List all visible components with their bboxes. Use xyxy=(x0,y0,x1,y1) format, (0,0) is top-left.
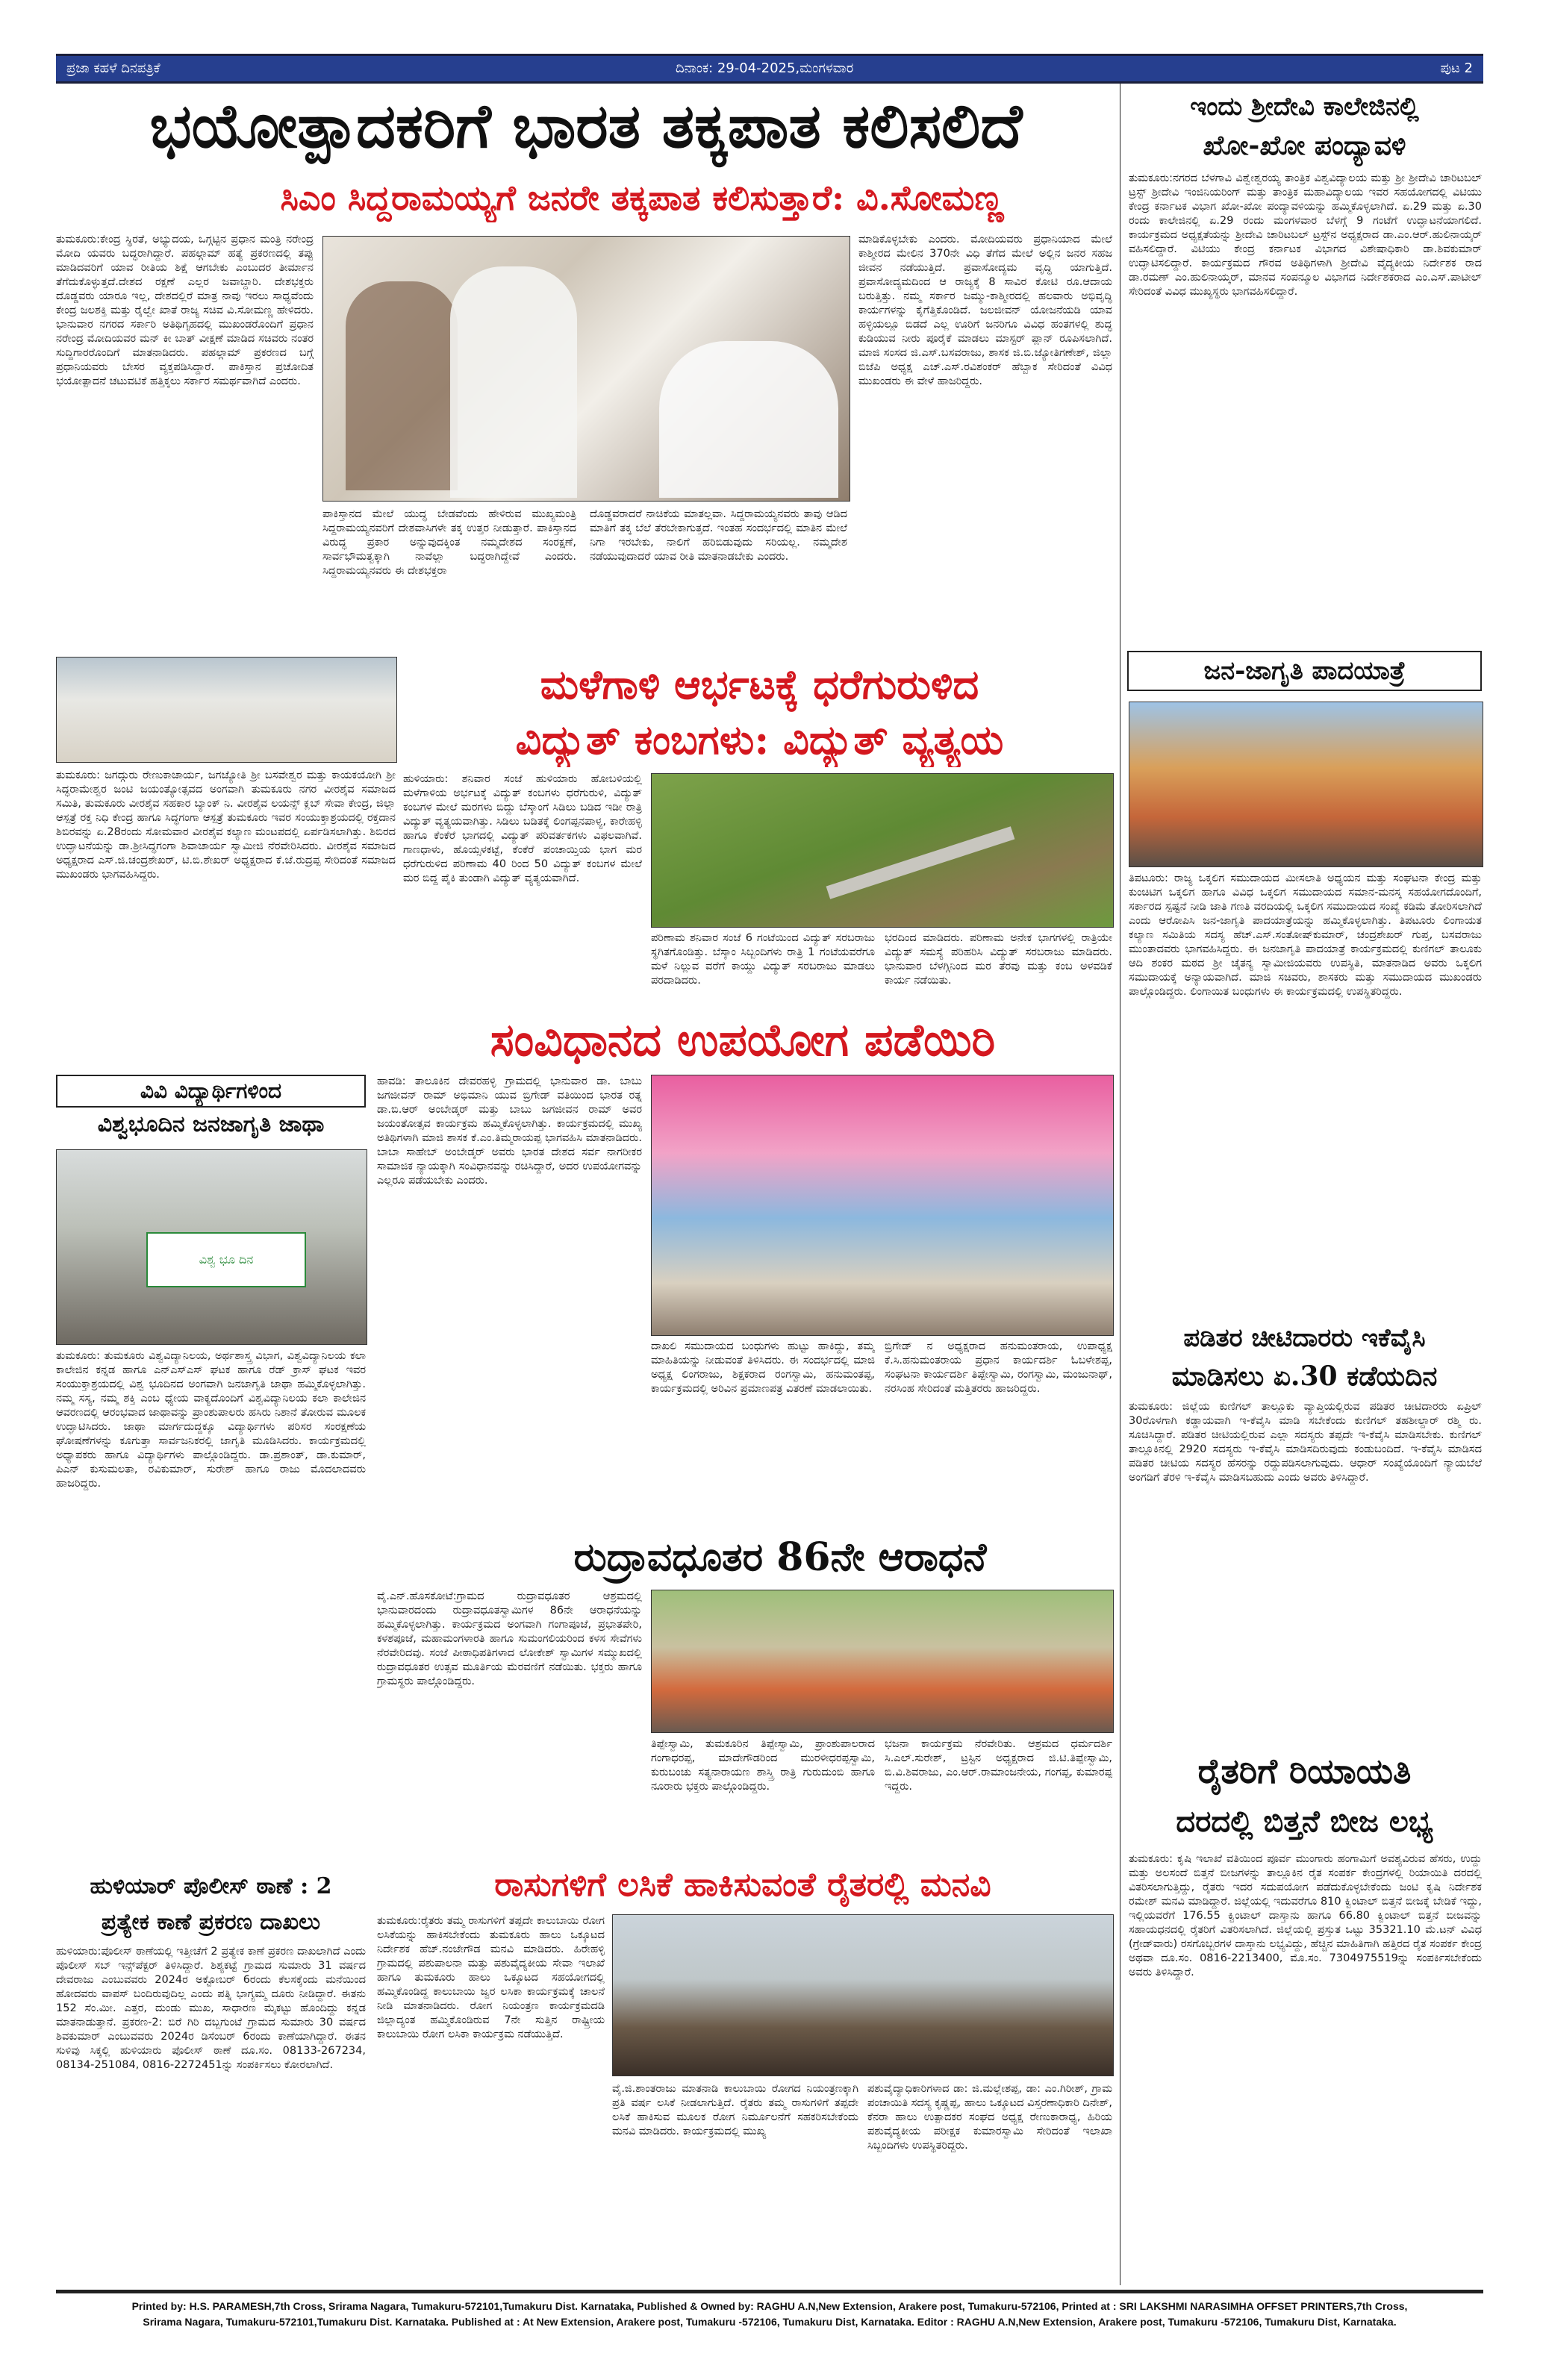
imprint-line-1: Printed by: H.S. PARAMESH,7th Cross, Srirama Nagara, Tumakuru-572101,Tumakuru Dist. Karnataka, Published & Owned by: RAGHU A.N,New Extension, Arakere post, Tumakuru-572106, Printed at : SRI LAKSHMI NARASIMHA OFFSET PRINTERS,7th Cross, xyxy=(131,2300,1408,2312)
power-headline-2: ವಿದ್ಯುತ್ ಕಂಬಗಳು: ವಿದ್ಯುತ್ ವ್ಯತ್ಯಯ xyxy=(515,716,1004,763)
missing-headline-1: ಹುಳಿಯಾರ್ ಪೊಲೀಸ್ ಠಾಣೆ : 2 xyxy=(90,1873,332,1899)
issue-date: ದಿನಾಂಕ: 29-04-2025,ಮಂಗಳವಾರ xyxy=(676,60,854,76)
missing-body: ಹುಳಿಯಾರು:ಪೊಲೀಸ್ ಠಾಣೆಯಲ್ಲಿ ಇತ್ತೀಚೆಗೆ 2 ಪ್ರತ್ಯೇಕ ಕಾಣೆ ಪ್ರಕರಣ ದಾಖಲಾಗಿದೆ ಎಂದು ಪೊಲೀಸ್ ಸಬ್ ಇನ್ಸ್‌ಪೆಕ್ಟರ್ ತಿಳಿಸಿದ್ದಾರೆ. ಶಿಶ್ಯಕಟ್ಟೆ ಗ್ರಾಮದ ಸುಮಾರು 31 ವರ್ಷದ ದೇವರಾಜು ಎಂಬುವವರು 2024ರ ಅಕ್ಟೋಬರ್ 6ರಂದು ಕೆಲಸಕ್ಕೆಂದು ಮನೆಯಿಂದ ಹೋದವರು ವಾಪಸ್ ಬಂದಿರುವುದಿಲ್ಲ ಎಂದು ಪತ್ನಿ ಭಾಗ್ಯಮ್ಮ ದೂರು ನೀಡಿದ್ದಾರೆ. ಈತನು 152 ಸೆಂ.ಮೀ. ಎತ್ತರ, ದುಂಡು ಮುಖ, ಸಾಧಾರಣ ಮೈಕಟ್ಟು ಹೊಂದಿದ್ದು ಕನ್ನಡ ಮಾತನಾಡುತ್ತಾನೆ. ಪ್ರಕರಣ-2: ಬಿರೆ ಗಿರಿ ದಬ್ಬಗುಂಟೆ ಗ್ರಾಮದ ಸುಮಾರು 30 ವರ್ಷದ ಶಿವಕುಮಾರ್ ಎಂಬುವವರು 2024ರ ಡಿಸೆಂಬರ್ 6ರಂದು ಕಾಣೆಯಾಗಿದ್ದಾರೆ. ಈತನ ಸುಳಿವು ಸಿಕ್ಕಲ್ಲಿ ಹುಳಿಯಾರು ಪೊಲೀಸ್ ಠಾಣೆ ದೂ.ಸಂ. 08133-267234, 08134-251084, 0816-2272451ನ್ನು ಸಂಪರ್ಕಿಸಲು ಕೋರಲಾಗಿದೆ. xyxy=(56,1946,366,2071)
samvidhana-headline: ಸಂವಿಧಾನದ ಉಪಯೋಗ ಪಡೆಯಿರಿ xyxy=(490,1014,996,1066)
lead-photo-minister-meeting xyxy=(322,236,850,502)
lead-body-col1: ತುಮಕೂರು:ಕೇಂದ್ರ ಸ್ಥಿರತೆ, ಅಭ್ಯುದಯ, ಒಗ್ಗಟ್ಟಿನ ಪ್ರಧಾನ ಮಂತ್ರಿ ನರೇಂದ್ರ ಮೋದಿ ಯವರು ಬದ್ಧರಾಗಿದ್ದಾರೆ. ಪಹಲ್ಗಾಮ್ ಹತ್ಯೆ ಪ್ರಕರಣದಲ್ಲಿ ತಪ್ಪು ಮಾಡಿದವರಿಗೆ ಯಾವ ರೀತಿಯ ಶಿಕ್ಷೆ ಆಗಬೇಕು ಎಂಬುದರ ತೀರ್ಮಾನ ತೆಗೆದುಕೊಳ್ಳುತ್ತದೆ.ದೇಶದ ರಕ್ಷಣೆ ಎಲ್ಲರ ಜವಾಬ್ದಾರಿ. ದೇಶಭಕ್ತರು ದೊಡ್ಡವರು ಯಾರೂ ಇಲ್ಲ, ದೇಶದಲ್ಲಿರೆ ಮಾತ್ರ ನಾವು ಇರಲು ಸಾಧ್ಯವೆಂದು ಕೇಂದ್ರ ಜಲಶಕ್ತಿ ಮತ್ತು ರೈಲ್ವೇ ಖಾತೆ ರಾಜ್ಯ ಸಚಿವ ವಿ.ಸೋಮಣ್ಣ ಹೇಳಿದರು. ಭಾನುವಾರ ನಗರದ ಸರ್ಕಾರಿ ಅತಿಥಿಗೃಹದಲ್ಲಿ ಮುಖಂಡರೊಂದಿಗೆ ಪ್ರಧಾನ ನರೇಂದ್ರ ಮೋದಿಯವರ ಮನ್ ಕೀ ಬಾತ್ ವೀಕ್ಷಣೆ ಮಾಡಿದ ಸಚಿವರು ನಂತರ ಸುದ್ದಿಗಾರರೊಂದಿಗೆ ಮಾತನಾಡಿದರು. ಪಹಲ್ಗಾಮ್ ಪ್ರಕರಣದ ಬಗ್ಗೆ ಪ್ರಧಾನಿಯವರು ಬೇಸರ ವ್ಯಕ್ತಪಡಿಸಿದ್ದಾರೆ. ಪಾಕಿಸ್ತಾನ ಪ್ರಚೋದಿತ ಭಯೋತ್ಪಾದನೆ ಚಟುವಟಿಕೆ ಹತ್ತಿಕ್ಕಲು ಸರ್ಕಾರ ಸಮರ್ಥವಾಗಿದೆ ಎಂದರು. xyxy=(56,234,314,387)
power-headline-1: ಮಳೆಗಾಳಿ ಆರ್ಭಟಕ್ಕೆ ಧರೆಗುರುಳಿದ xyxy=(540,660,979,708)
aradhane-caption-2: ಭಜನಾ ಕಾರ್ಯಕ್ರಮ ನೆರವೇರಿತು. ಆಶ್ರಮದ ಧರ್ಮದರ್ಶಿ ಸಿ.ಎಲ್.ಸುರೇಶ್, ಟ್ರಸ್ಟಿನ ಅಧ್ಯಕ್ಷರಾದ ಜಿ.ಟಿ.ತಿಪ್ಪೇಸ್ವಾಮಿ, ಬಿ.ವಿ.ಶಿವರಾಜು, ಎಂ.ಆರ್.ರಾಮಾಂಜನೇಯ, ಗಂಗಪ್ಪ, ಕುಮಾರಪ್ಪ ಇದ್ದರು. xyxy=(885,1738,1112,1793)
samvidhana-body: ಹಾವಡಿ: ತಾಲೂಕಿನ ದೇವರಹಳ್ಳಿ ಗ್ರಾಮದಲ್ಲಿ ಭಾನುವಾರ ಡಾ. ಬಾಬು ಜಗಜೀವನ್ ರಾಮ್ ಅಭಿಮಾನಿ ಯುವ ಬ್ರಿಗೇಡ್ ವತಿಯಿಂದ ಭಾರತ ರತ್ನ ಡಾ.ಬಿ.ಆರ್ ಅಂಬೇಡ್ಕರ್ ಮತ್ತು ಬಾಬು ಜಗಜೀವನ ರಾಮ್ ಅವರ ಜಯಂತೋತ್ಸವ ಕಾರ್ಯಕ್ರಮ ಹಮ್ಮಿಕೊಳ್ಳಲಾಗಿತ್ತು. ಕಾರ್ಯಕ್ರಮದಲ್ಲಿ ಮುಖ್ಯ ಅತಿಥಿಗಳಾಗಿ ಮಾಜಿ ಶಾಸಕ ಕೆ.ಎಂ.ತಿಮ್ಮರಾಯಪ್ಪ ಭಾಗವಹಿಸಿ ಮಾತನಾಡಿದರು. ಬಾಬಾ ಸಾಹೇಬ್ ಅಂಬೇಡ್ಕರ್ ಅವರು ಭಾರತ ದೇಶದ ಸರ್ವ ನಾಗರೀಕರ ಸಾಮಾಜಿಕ ನ್ಯಾಯಕ್ಕಾಗಿ ಸಂವಿಧಾನವನ್ನು ರಚಿಸಿದ್ದಾರೆ, ಅದರ ಉಪಯೋಗವನ್ನು ಎಲ್ಲರೂ ಪಡೆಯಬೇಕು ಎಂದರು. xyxy=(377,1075,642,1187)
jatha-body: ತುಮಕೂರು: ತುಮಕೂರು ವಿಶ್ವವಿದ್ಯಾನಿಲಯ, ಅರ್ಥಶಾಸ್ತ್ರ ವಿಭಾಗ, ವಿಶ್ವವಿದ್ಯಾನಿಲಯ ಕಲಾ ಕಾಲೇಜಿನ ಕನ್ನಡ ಹಾಗೂ ಎನ್ಎಸ್ಎಸ್ ಘಟಕ ಹಾಗೂ ರೆಡ್ ಕ್ರಾಸ್ ಘಟಕ ಇವರ ಸಂಯುಕ್ತಾಶ್ರಯದಲ್ಲಿ ವಿಶ್ವ ಭೂದಿನದ ಅಂಗವಾಗಿ ಜನಜಾಗೃತಿ ಜಾಥಾ ಹಮ್ಮಿಕೊಳ್ಳಲಾಗಿತ್ತು. ನಮ್ಮ ಸಸ್ಯ, ನಮ್ಮ ಶಕ್ತಿ ಎಂಬ ಧ್ಯೇಯ ವಾಕ್ಯದೊಂದಿಗೆ ವಿಶ್ವವಿದ್ಯಾನಿಲಯ ಕಲಾ ಕಾಲೇಜಿನ ಆವರಣದಲ್ಲಿ ಆರಂಭವಾದ ಜಾಥಾವನ್ನು ಪ್ರಾಂಶುಪಾಲರು ಹಸಿರು ನಿಶಾನೆ ತೋರುವ ಮೂಲಕ ಉದ್ಘಾಟಿಸಿದರು. ಜಾಥಾ ಮಾರ್ಗದುದ್ದಕ್ಕೂ ವಿದ್ಯಾರ್ಥಿಗಳು ಪರಿಸರ ಸಂರಕ್ಷಣೆಯ ಘೋಷಣೆಗಳನ್ನು ಕೂಗುತ್ತಾ ಸಾರ್ವಜನಿಕರಲ್ಲಿ ಜಾಗೃತಿ ಮೂಡಿಸಿದರು. ಕಾರ್ಯಕ್ರಮದಲ್ಲಿ ಅಧ್ಯಾಪಕರು ಹಾಗೂ ವಿದ್ಯಾರ್ಥಿಗಳು ಪಾಲ್ಗೊಂಡಿದ್ದರು. ಡಾ.ಪ್ರಶಾಂತ್, ಡಾ.ಕುಮಾರ್, ಪಿಎನ್ ಕುಸುಮಲತಾ, ರವಿಕುಮಾರ್, ಸುರೇಶ್ ಹಾಗೂ ರಾಜು ಮೊದಲಾದವರು ಹಾಜರಿದ್ದರು. xyxy=(56,1350,366,1490)
jatha-headline-2: ವಿಶ್ವಭೂದಿನ ಜನಜಾಗೃತಿ ಜಾಥಾ xyxy=(97,1111,325,1137)
lead-subheadline: ಸಿಎಂ ಸಿದ್ದರಾಮಯ್ಯಗೆ ಜನರೇ ತಕ್ಕಪಾತ ಕಲಿಸುತ್ತಾರೆ: ವಿ.ಸೋಮಣ್ಣ xyxy=(280,178,1004,218)
lead-caption-right: ದೊಡ್ಡವರಾದರೆ ನಾಚಿಕೆಯ ಮಾತಲ್ಲವಾ. ಸಿದ್ದರಾಮಯ್ಯನವರು ತಾವು ಆಡಿದ ಮಾತಿಗೆ ತಕ್ಕ ಬೆಲೆ ತೆರಬೇಕಾಗುತ್ತದೆ. ಇಂತಹ ಸಂದರ್ಭದಲ್ಲಿ ಮಾತಿನ ಮೇಲೆ ನಿಗಾ ಇರಬೇಕು, ನಾಲಿಗೆ ಹರಿಬಿಡುವುದು ಸರಿಯಲ್ಲ. ನಮ್ಮದೇಶ ನಡೆಯುವುದಾದರೆ ಯಾವ ರೀತಿ ಮಾತನಾಡಬೇಕು ಎಂದರು. xyxy=(590,508,847,563)
jatha-headline-1: ವಿವಿ ವಿದ್ಯಾರ್ಥಿಗಳಿಂದ xyxy=(56,1075,366,1108)
samvidhana-caption-1: ದಾಖಲಿ ಸಮುದಾಯದ ಬಂಧುಗಳು ಹುಟ್ಟು ಹಾಕಿದ್ದು, ತಮ್ಮ ಮಾಹಿತಿಯನ್ನು ನೀಡುವಂತೆ ತಿಳಿಸಿದರು. ಈ ಸಂದರ್ಭದಲ್ಲಿ ಮಾಜಿ ಅಧ್ಯಕ್ಷ ಲಿಂಗರಾಜು, ಶಿಕ್ಷಕರಾದ ರಂಗಸ್ವಾಮಿ, ಹನುಮಂತಪ್ಪ, ಕಾರ್ಯಕ್ರಮದಲ್ಲಿ ಅರಿವಿನ ಪ್ರಮಾಣಪತ್ರ ವಿತರಣೆ ಮಾಡಲಾಯಿತು. xyxy=(651,1340,875,1395)
padayatra-photo xyxy=(1129,702,1483,867)
vaccine-headline: ರಾಸುಗಳಿಗೆ ಲಸಿಕೆ ಹಾಕಿಸುವಂತೆ ರೈತರಲ್ಲಿ ಮನವಿ xyxy=(494,1866,991,1904)
power-body: ಹುಳಿಯಾರು: ಶನಿವಾರ ಸಂಜೆ ಹುಳಿಯಾರು ಹೋಬಳಿಯಲ್ಲಿ ಮಳೆಗಾಳಿಯ ಅರ್ಭಟಕ್ಕೆ ವಿದ್ಯುತ್ ಕಂಬಗಳು ಧರೆಗುರುಳಿ, ವಿದ್ಯುತ್ ಕಂಬಗಳ ಮೇಲೆ ಮರಗಳು ಬಿದ್ದು ಬೆಸ್ಕಾಂಗೆ ಸಿಡಿಲು ಬಡಿದ ಇಡೀ ರಾತ್ರಿ ವಿದ್ಯುತ್ ವ್ಯತ್ಯಯವಾಗಿತ್ತು. ಸಿಡಿಲು ಬಡಿತಕ್ಕೆ ಲಿಂಗಪ್ಪನಪಾಳ್ಯ, ಕಾರೇಹಳ್ಳಿ ಹಾಗೂ ಕೆಂಕೆರೆ ಭಾಗದಲ್ಲಿ ವಿದ್ಯುತ್ ಪರಿವರ್ತಕಗಳು ವಿಫಲವಾಗಿವೆ. ಗಾಣಧಾಳು, ಹೊಯ್ಸಳಕಟ್ಟೆ, ಕೆಂಕೆರೆ ಪಂಚಾಯ್ತಿಯ ಭಾಗ ಮರ ಧರೆಗುರುಳಿದ ಪರಿಣಾಮ 40 ರಿಂದ 50 ವಿದ್ಯುತ್ ಕಂಬಗಳ ಮೇಲೆ ಮರ ಬಿದ್ದ ಪೈಕಿ ತುಂಡಾಗಿ ವಿದ್ಯುತ್ ವ್ಯತ್ಯಯವಾಗಿದೆ. xyxy=(403,773,642,884)
vaccine-caption-1: ವೈ.ಜಿ.ಶಾಂತರಾಜು ಮಾತನಾಡಿ ಕಾಲುಬಾಯಿ ರೋಗದ ನಿಯಂತ್ರಣಕ್ಕಾಗಿ ಪ್ರತಿ ವರ್ಷ ಲಸಿಕೆ ನೀಡಲಾಗುತ್ತಿದೆ. ರೈತರು ತಮ್ಮ ರಾಸುಗಳಿಗೆ ತಪ್ಪದೇ ಲಸಿಕೆ ಹಾಕಿಸುವ ಮೂಲಕ ರೋಗ ನಿರ್ಮೂಲನೆಗೆ ಸಹಕರಿಸಬೇಕೆಂದು ಮನವಿ ಮಾಡಿದರು. ಕಾರ್ಯಕ್ರಮದಲ್ಲಿ ಮುಖ್ಯ xyxy=(612,2083,858,2137)
seeds-body: ತುಮಕೂರು: ಕೃಷಿ ಇಲಾಖೆ ವತಿಯಿಂದ ಪೂರ್ವ ಮುಂಗಾರು ಹಂಗಾಮಿಗೆ ಅವಶ್ಯವಿರುವ ಹೆಸರು, ಉದ್ದು ಮತ್ತು ಅಲಸಂದೆ ಬಿತ್ತನೆ ಬೀಜಗಳನ್ನು ತಾಲ್ಲೂಕಿನ ರೈತ ಸಂಪರ್ಕ ಕೇಂದ್ರಗಳಲ್ಲಿ ರಿಯಾಯಿತಿ ದರದಲ್ಲಿ ವಿತರಿಸಲಾಗುತ್ತಿದ್ದು, ರೈತರು ಇದರ ಸದುಪಯೋಗ ಪಡೆದುಕೊಳ್ಳಬೇಕೆಂದು ಜಂಟಿ ಕೃಷಿ ನಿರ್ದೇಶಕ ರಮೇಶ್ ಮನವಿ ಮಾಡಿದ್ದಾರೆ. ಜಿಲ್ಲೆಯಲ್ಲಿ ಇದುವರೆಗೂ 810 ಕ್ವಿಂಟಾಲ್ ಬಿತ್ತನೆ ಬೀಜಕ್ಕೆ ಬೇಡಿಕೆ ಇದ್ದು, ಇಲ್ಲಿಯವರೆಗೆ 176.55 ಕ್ವಿಂಟಾಲ್ ದಾಸ್ತಾನು ಹಾಗೂ 66.80 ಕ್ವಿಂಟಾಲ್ ಬಿತ್ತನೆ ಬೀಜವನ್ನು ಸಹಾಯಧನದಲ್ಲಿ ರೈತರಿಗೆ ವಿತರಿಸಲಾಗಿದೆ. ಜಿಲ್ಲೆಯಲ್ಲಿ ಪ್ರಸ್ತುತ ಒಟ್ಟು 35321.10 ಮೆ.ಟನ್ ವಿವಿಧ (ಗ್ರೇಡ್‌ವಾರು) ರಸಗೊಬ್ಬರಗಳ ದಾಸ್ತಾನು ಲಭ್ಯವಿದ್ದು, ಹೆಚ್ಚಿನ ಮಾಹಿತಿಗಾಗಿ ಹತ್ತಿರದ ರೈತ ಸಂಪರ್ಕ ಕೇಂದ್ರ ಅಥವಾ ದೂ.ಸಂ. 0816-2213400, ಮೊ.ಸಂ. 7304975519ನ್ನು ಸಂಪರ್ಕಿಸಬೇಕೆಂದು ಅವರು ತಿಳಿಸಿದ್ದಾರೆ. xyxy=(1129,1853,1482,1978)
seeds-headline-2: ದರದಲ್ಲಿ ಬಿತ್ತನೆ ಬೀಜ ಲಭ್ಯ xyxy=(1176,1804,1433,1839)
imprint-line-2: Srirama Nagara, Tumakuru-572101,Tumakuru Dist. Karnataka. Published at : At New Extension, Arakere post, Tumakuru -572106, Tumakuru Dist, Karnataka. Editor : RAGHU A.N,New Extension, Arakere post, Tumakuru -572106, Tumakuru Dist, Karnataka. xyxy=(143,2316,1397,2328)
cattle-vaccination-photo xyxy=(612,1914,1114,2076)
fallen-electric-pole-photo xyxy=(651,773,1114,928)
vaccine-caption-2: ಪಶುವೈದ್ಯಾಧಿಕಾರಿಗಳಾದ ಡಾ: ಜಿ.ಮಲ್ಲೇಶಪ್ಪ, ಡಾ: ಎಂ.ಗಿರೀಶ್, ಗ್ರಾಮ ಪಂಚಾಯಿತಿ ಸದಸ್ಯ ಕೃಷ್ಣಪ್ಪ, ಹಾಲು ಒಕ್ಕೂಟದ ವಿಸ್ತರಣಾಧಿಕಾರಿ ದಿನೇಶ್, ಕೆನರಾ ಹಾಲು ಉತ್ಪಾದಕರ ಸಂಘದ ಅಧ್ಯಕ್ಷ ರೇಣುಕಾರಾಧ್ಯ, ಹಿರಿಯ ಪಶುವೈದ್ಯಕೀಯ ಪರೀಕ್ಷಕ ಕುಮಾರಸ್ವಾಮಿ ಸೇರಿದಂತೆ ಇಲಾಖಾ ಸಿಬ್ಬಂದಿಗಳು ಉಪಸ್ಥಿತರಿದ್ದರು. xyxy=(867,2083,1112,2152)
aradhane-procession-photo xyxy=(651,1590,1114,1733)
lead-body-col3: ಮಾಡಿಕೊಳ್ಳಬೇಕು ಎಂದರು. ಮೋದಿಯವರು ಪ್ರಧಾನಿಯಾದ ಮೇಲೆ ಕಾಶ್ಮೀರದ ಮೇಲಿನ 370ನೇ ವಿಧಿ ತೆಗೆದ ಮೇಲೆ ಅಲ್ಲಿನ ಜನರ ಸಹಜ ಜೀವನ ನಡೆಯುತ್ತಿದೆ. ಪ್ರವಾಸೋದ್ಯಮ ವೃದ್ಧಿ ಯಾಗುತ್ತಿದೆ. ಪ್ರವಾಸೋದ್ಯಮದಿಂದ ಆ ರಾಜ್ಯಕ್ಕೆ 8 ಸಾವಿರ ಕೋಟಿ ರೂ.ಆದಾಯ ಬರುತ್ತಿತ್ತು. ನಮ್ಮ ಸರ್ಕಾರ ಜಮ್ಮು-ಕಾಶ್ಮೀರದಲ್ಲಿ ಹಲವಾರು ಅಭಿವೃದ್ಧಿ ಕಾರ್ಯಗಳನ್ನು ಕೈಗೆತ್ತಿಕೊಂಡಿದೆ. ಜಲಜೀವನ್ ಯೋಜನೆಯಡಿ ಯಾವ ಹಳ್ಳಿಯಲ್ಲೂ ಬಿಡದೆ ಎಲ್ಲ ಊರಿಗೆ ಜನರಿಗೂ ವಿವಿಧ ಹಂತಗಳಲ್ಲಿ ಶುದ್ಧ ಕುಡಿಯುವ ನೀರು ಪೂರೈಕೆ ಮಾಡಲು ಮಾಸ್ಟರ್ ಪ್ಲಾನ್ ರೂಪಿಸಲಾಗಿದೆ. ಮಾಜಿ ಸಂಸದ ಜಿ.ಎಸ್.ಬಸವರಾಜು, ಶಾಸಕ ಜಿ.ಬಿ.ಜ್ಯೋತಿಗಣೇಶ್, ಜಿಲ್ಲಾ ಬಿಜೆಪಿ ಅಧ್ಯಕ್ಷ ಎಚ್.ಎಸ್.ರವಿಶಂಕರ್ ಹೆಬ್ಬಾಕ ಸೇರಿದಂತೆ ವಿವಿಧ ಮುಖಂಡರು ಈ ವೇಳೆ ಹಾಜರಿದ್ದರು. xyxy=(858,234,1112,387)
padayatra-body: ತಿಪಟೂರು: ರಾಜ್ಯ ಒಕ್ಕಲಿಗ ಸಮುದಾಯದ ಮೀಸಲಾತಿ ಅಧ್ಯಯನ ಮತ್ತು ಸಂಘಟನಾ ಕೇಂದ್ರ ಮತ್ತು ಕುಂಚಿಟಿಗ ಒಕ್ಕಲಿಗ ಹಾಗೂ ವಿವಿಧ ಒಕ್ಕಲಿಗ ಸಮುದಾಯದ ಸಮಾನ-ಮನಸ್ಕ ಸಹಯೋಗದೊಂದಿಗೆ, ಸರ್ಕಾರದ ಸ್ಪಷ್ಟನೆ ನೀಡಿ ಜಾತಿ ಗಣತಿ ವರದಿಯಲ್ಲಿ ಒಕ್ಕಲಿಗ ಸಮುದಾಯದ ಸಂಖ್ಯೆ ಕಡಿಮೆ ತೋರಿಸಲಾಗಿದೆ ಎಂದು ಆರೋಪಿಸಿ ಜನ-ಜಾಗೃತಿ ಪಾದಯಾತ್ರೆಯನ್ನು ಹಮ್ಮಿಕೊಳ್ಳಲಾಗಿತ್ತು. ತಿಪಟೂರು ಲಿಂಗಾಯತ ಕಲ್ಯಾಣ ಸಮಿತಿಯ ಸದಸ್ಯ ಹೆಚ್.ಎಸ್.ಸಂತೋಷ್‌ಕುಮಾರ್, ಚಂದ್ರಶೇಖರ್ ಗುಪ್ತ, ಬಸವರಾಜು ಮುಂತಾದವರು ಭಾಗವಹಿಸಿದ್ದರು. ಈ ಜನಜಾಗೃತಿ ಪಾದಯಾತ್ರೆ ಕಾರ್ಯಕ್ರಮದಲ್ಲಿ ಕುಣಿಗಲ್ ತಾಲೂಕು ಆದಿ ಶಂಕರ ಮಠದ ಶ್ರೀ ಚೈತನ್ಯ ಸ್ವಾಮೀಜಿಯವರು ಉಪಸ್ಥಿತಿ, ಮಾತನಾಡಿದ ಅವರು ಒಕ್ಕಲಿಗ ಸಮುದಾಯಕ್ಕೆ ಅನ್ಯಾಯವಾಗಿದೆ. ಮಾಜಿ ಸಚಿವರು, ಶಾಸಕರು ಮತ್ತು ಸಮುದಾಯದ ಮುಖಂಡರು ಪಾಲ್ಗೊಂಡಿದ್ದರು. ಲಿಂಗಾಯಿತ ಬಂಧುಗಳು ಈ ಕಾರ್ಯಕ್ರಮದಲ್ಲಿ ಉಪಸ್ಥಿತರಿದ್ದರು. xyxy=(1129,872,1482,998)
rationcard-headline-1: ಪಡಿತರ ಚೀಟಿದಾರರು ಇಕೆವೈಸಿ xyxy=(1183,1323,1426,1353)
jatha-rally-photo xyxy=(56,1149,367,1345)
rationcard-headline-2: ಮಾಡಿಸಲು ಏ.30 ಕಡೆಯದಿನ xyxy=(1171,1361,1438,1392)
aradhane-headline: ರುದ್ರಾವಧೂತರ 86ನೇ ಆರಾಧನೆ xyxy=(573,1534,987,1580)
jatha-banner: ವಿಶ್ವ ಭೂ ದಿನ xyxy=(146,1232,306,1287)
blood-donation-body: ತುಮಕೂರು: ಜಗದ್ಗುರು ರೇಣುಕಾಚಾರ್ಯ, ಜಗಜ್ಯೋತಿ ಶ್ರೀ ಬಸವೇಶ್ವರ ಮತ್ತು ಕಾಯಕಯೋಗಿ ಶ್ರೀ ಸಿದ್ಧರಾಮೇಶ್ವರ ಜಂಟಿ ಜಯಂತ್ಯೋತ್ಸವದ ಅಂಗವಾಗಿ ತುಮಕೂರು ನಗರ ವೀರಶೈವ ಸಮಾಜದ ಸಮಿತಿ, ತುಮಕೂರು ವೀರಶೈವ ಸಹಕಾರ ಬ್ಯಾಂಕ್ ನಿ. ವೀರಶೈವ ಲಯನ್ಸ್ ಕ್ಲಬ್ ಸೇವಾ ಕೇಂದ್ರ, ಜಿಲ್ಲಾ ಆಸ್ಪತ್ರೆ ರಕ್ತ ನಿಧಿ ಕೇಂದ್ರ ಹಾಗೂ ಸಿದ್ಧಗಂಗಾ ಆಸ್ಪತ್ರೆ ತುಮಕೂರು ಇವರ ಸಂಯುಕ್ತಾಶ್ರಯದಲ್ಲಿ ರಕ್ತದಾನ ಶಿಬಿರವನ್ನು ಏ.28ರಂದು ಸೋಮವಾರ ವೀರಶೈವ ಕಲ್ಯಾಣ ಮಂಟಪದಲ್ಲಿ ಏರ್ಪಡಿಸಲಾಗಿತ್ತು. ಶಿಬಿರದ ಉದ್ಘಾಟನೆಯನ್ನು ಡಾ.ಶ್ರೀಸಿದ್ಧಗಂಗಾ ಶಿವಾಚಾರ್ಯ ಸ್ವಾಮೀಜಿ ನೆರವೇರಿಸಿದರು. ವೀರಶೈವ ಸಮಾಜದ ಅಧ್ಯಕ್ಷರಾದ ಎಸ್.ಜಿ.ಚಂದ್ರಶೇಖರ್, ಟಿ.ಬಿ.ಶೇಖರ್ ಅಧ್ಯಕ್ಷರಾದ ಕೆ.ಜೆ.ರುದ್ರಪ್ಪ ಸೇರಿದಂತೆ ಸಮಾಜದ ಮುಖಂಡರು ಭಾಗವಹಿಸಿದ್ದರು. xyxy=(56,769,396,881)
khokho-headline-1: ಇಂದು ಶ್ರೀದೇವಿ ಕಾಲೇಜಿನಲ್ಲಿ xyxy=(1190,92,1419,122)
lead-caption-left: ಪಾಕಿಸ್ತಾನದ ಮೇಲೆ ಯುದ್ಧ ಬೇಡವೆಂದು ಹೇಳಿರುವ ಮುಖ್ಯಮಂತ್ರಿ ಸಿದ್ದರಾಮಯ್ಯನವರಿಗೆ ದೇಶವಾಸಿಗಳೇ ತಕ್ಕ ಉತ್ತರ ನೀಡುತ್ತಾರೆ. ಪಾಕಿಸ್ತಾನದ ವಿರುದ್ಧ ಪ್ರಕಾರ ಅನ್ನುವುದಕ್ಕಿಂತ ನಮ್ಮದೇಶದ ಸಂರಕ್ಷಣೆ, ಸಾರ್ವಭೌಮತ್ವಕ್ಕಾಗಿ ನಾವೆಲ್ಲಾ ಬದ್ಧರಾಗಿದ್ದೇವೆ ಎಂದರು. ಸಿದ್ದರಾಮಯ್ಯನವರು ಈ ದೇಶಭಕ್ತರಾ xyxy=(322,508,576,577)
page-number: ಪುಟ 2 xyxy=(1440,60,1473,76)
blood-donation-group-photo xyxy=(56,657,397,763)
paper-name: ಪ್ರಜಾ ಕಹಳೆ ದಿನಪತ್ರಿಕೆ xyxy=(66,60,160,76)
vaccine-body: ತುಮಕೂರು:ರೈತರು ತಮ್ಮ ರಾಸುಗಳಿಗೆ ತಪ್ಪದೇ ಕಾಲುಬಾಯಿ ರೋಗ ಲಸಿಕೆಯನ್ನು ಹಾಕಿಸಬೇಕೆಂದು ತುಮಕೂರು ಹಾಲು ಒಕ್ಕೂಟದ ನಿರ್ದೇಶಕ ಹೆಚ್.ನಂಜೇಗೌಡ ಮನವಿ ಮಾಡಿದರು. ಹಿರೇಹಳ್ಳಿ ಗ್ರಾಮದಲ್ಲಿ ಪಶುಪಾಲನಾ ಮತ್ತು ಪಶುವೈದ್ಯಕೀಯ ಸೇವಾ ಇಲಾಖೆ ಹಾಗೂ ತುಮಕೂರು ಹಾಲು ಒಕ್ಕೂಟದ ಸಹಯೋಗದಲ್ಲಿ ಹಮ್ಮಿಕೊಂಡಿದ್ದ ಕಾಲುಬಾಯಿ ಜ್ವರ ಲಸಿಕಾ ಕಾರ್ಯಕ್ರಮಕ್ಕೆ ಚಾಲನೆ ನೀಡಿ ಮಾತನಾಡಿದರು. ರೋಗ ನಿಯಂತ್ರಣ ಕಾರ್ಯಕ್ರಮದಡಿ ಜಿಲ್ಲಾದ್ಯಂತ ಹಮ್ಮಿಕೊಂಡಿರುವ 7ನೇ ಸುತ್ತಿನ ರಾಷ್ಟ್ರೀಯ ಕಾಲುಬಾಯಿ ರೋಗ ಲಸಿಕಾ ಕಾರ್ಯಕ್ರಮ ನಡೆಯುತ್ತಿದೆ. xyxy=(377,1915,605,2040)
samvidhana-event-photo xyxy=(651,1075,1114,1336)
imprint xyxy=(56,2299,1483,2330)
padayatra-headline: ಜನ-ಜಾಗೃತಿ ಪಾದಯಾತ್ರೆ xyxy=(1127,651,1482,691)
samvidhana-caption-2: ಬ್ರಿಗೇಡ್ ನ ಅಧ್ಯಕ್ಷರಾದ ಹನುಮಂತರಾಯ, ಉಪಾಧ್ಯಕ್ಷ ಕೆ.ಸಿ.ಹನುಮಂತರಾಯ ಪ್ರಧಾನ ಕಾರ್ಯದರ್ಶಿ ಓಬಳೇಶಪ್ಪ, ಸಂಘಟನಾ ಕಾರ್ಯದರ್ಶಿ ತಿಪ್ಪೇಸ್ವಾಮಿ, ರಂಗಸ್ವಾಮಿ, ಮಂಜುನಾಥ್, ನರಸಿಂಹ ಸೇರಿದಂತೆ ಮತ್ತಿತರರು ಹಾಜರಿದ್ದರು. xyxy=(885,1340,1112,1395)
rationcard-body: ತುಮಕೂರು: ಜಿಲ್ಲೆಯ ಕುಣಿಗಲ್ ತಾಲ್ಲೂಕು ವ್ಯಾಪ್ತಿಯಲ್ಲಿರುವ ಪಡಿತರ ಚೀಟಿದಾರರು ಏಪ್ರಿಲ್ 30ರೊಳಗಾಗಿ ಕಡ್ಡಾಯವಾಗಿ ಇ-ಕೆವೈಸಿ ಮಾಡಿ ಸಬೇಕೆಂದು ಕುಣಿಗಲ್ ತಹಶೀಲ್ದಾರ್ ರಶ್ಮಿ ರು. ಸೂಚಿಸಿದ್ದಾರೆ. ಪಡಿತರ ಚೀಟಿಯಲ್ಲಿರುವ ಎಲ್ಲಾ ಸದಸ್ಯರು ತಪ್ಪದೇ ಇ-ಕೆವೈಸಿ ಮಾಡಿಸಬೇಕು. ಕುಣಿಗಲ್ ತಾಲ್ಲೂಕಿನಲ್ಲಿ 2920 ಸದಸ್ಯರು ಇ-ಕೆವೈಸಿ ಮಾಡಿಸದಿರುವುದು ಕಂಡುಬಂದಿದೆ. ಇ-ಕೆವೈಸಿ ಮಾಡಿಸದ ಪಡಿತರ ಚೀಟಿಯ ಸದಸ್ಯರ ಹೆಸರನ್ನು ರದ್ದುಪಡಿಸಲಾಗುವುದು. ಆಧಾರ್ ಸಂಖ್ಯೆಯೊಂದಿಗೆ ನ್ಯಾಯಬೆಲೆ ಅಂಗಡಿಗೆ ತೆರಳಿ ಇ-ಕೆವೈಸಿ ಮಾಡಿಸಬಹುದು ಎಂದು ಅವರು ತಿಳಿಸಿದ್ದಾರೆ. xyxy=(1129,1401,1482,1484)
seeds-headline-1: ರೈತರಿಗೆ ರಿಯಾಯತಿ xyxy=(1197,1751,1412,1791)
khokho-headline-2: ಖೋ-ಖೋ ಪಂದ್ಯಾವಳಿ xyxy=(1203,130,1406,161)
missing-headline-2: ಪ್ರತ್ಯೇಕ ಕಾಣೆ ಪ್ರಕರಣ ದಾಖಲು xyxy=(101,1909,321,1935)
aradhane-caption-1: ತಿಪ್ಪೇಸ್ವಾಮಿ, ತುಮಕೂರಿನ ತಿಪ್ಪೇಸ್ವಾಮಿ, ಪ್ರಾಂಶುಪಾಲರಾದ ಗಂಗಾಧರಪ್ಪ, ಮಾದೇಗೌಡರಿಂದ ಮುರಳೀಧರಪ್ಪಸ್ವಾಮಿ, ಕುರುಬಂಚು ಸತ್ಯನಾರಾಯಣ ಶಾಸ್ತ್ರಿ ರಾತ್ರಿ ಗುರುದುಂಬಿ ಹಾಗೂ ನೂರಾರು ಭಕ್ತರು ಪಾಲ್ಗೊಂಡಿದ್ದರು. xyxy=(651,1738,875,1793)
masthead-bar xyxy=(56,54,1483,84)
power-caption-2: ಭರದಿಂದ ಮಾಡಿದರು. ಪರಿಣಾಮ ಅನೇಕ ಭಾಗಗಳಲ್ಲಿ ರಾತ್ರಿಯೇ ವಿದ್ಯುತ್ ಸಮಸ್ಯೆ ಪರಿಹರಿಸಿ ವಿದ್ಯುತ್ ಸರಬರಾಜು ಮಾಡಿದರು. ಭಾನುವಾರ ಬೆಳಗ್ಗಿನಿಂದ ಮರ ತೆರವು ಮತ್ತು ಕಂಬ ಅಳವಡಿಕೆ ಕಾರ್ಯ ನಡೆಯಿತು. xyxy=(885,932,1112,987)
lead-headline: ಭಯೋತ್ಪಾದಕರಿಗೆ ಭಾರತ ತಕ್ಕಪಾತ ಕಲಿಸಲಿದೆ xyxy=(149,90,1023,162)
aradhane-body: ವೈ.ಎನ್.ಹೊಸಕೋಟೆ:ಗ್ರಾಮದ ರುದ್ರಾವಧೂತರ ಆಶ್ರಮದಲ್ಲಿ ಭಾನುವಾರದಂದು ರುದ್ರಾವಧೂತಸ್ವಾಮಿಗಳ 86ನೇ ಆರಾಧನೆಯನ್ನು ಹಮ್ಮಿಕೊಳ್ಳಲಾಗಿತ್ತು. ಕಾರ್ಯಕ್ರಮದ ಅಂಗವಾಗಿ ಗಂಗಾಪೂಜೆ, ಪ್ರಭಾತಪೇರಿ, ಕಳಶಪೂಜೆ, ಮಹಾಮಂಗಳಾರತಿ ಹಾಗೂ ಸುಮಂಗಲಿಯರಿಂದ ಕಳಸ ಸೇವೆಗಳು ನೆರವೇರಿದವು. ಸಂಜೆ ಪೀಠಾಧಿಪತಿಗಳಾದ ಲೋಕೇಶ್ ಸ್ವಾಮಿಗಳ ಸಮ್ಮುಖದಲ್ಲಿ ರುದ್ರಾವಧೂತರ ಉತ್ಸವ ಮೂರ್ತಿಯ ಮೆರವಣಿಗೆ ನಡೆಯಿತು. ಭಕ್ತರು ಹಾಗೂ ಗ್ರಾಮಸ್ಥರು ಪಾಲ್ಗೊಂಡಿದ್ದರು. xyxy=(377,1590,642,1687)
power-caption-1: ಪರಿಣಾಮ ಶನಿವಾರ ಸಂಜೆ 6 ಗಂಟೆಯಿಂದ ವಿದ್ಯುತ್ ಸರಬರಾಜು ಸ್ಥಗಿತಗೊಂಡಿತ್ತು. ಬೆಸ್ಕಾಂ ಸಿಬ್ಬಂದಿಗಳು ರಾತ್ರಿ 1 ಗಂಟೆಯವರೆಗೂ ಮಳೆ ನಿಲ್ಲುವ ವರೆಗೆ ಕಾಯ್ದು ವಿದ್ಯುತ್ ಸರಬರಾಜು ಮಾಡಲು ಪರದಾಡಿದರು. xyxy=(651,932,875,987)
footer-rule xyxy=(56,2290,1483,2293)
khokho-body: ತುಮಕೂರು:ನಗರದ ಬೆಳಗಾವಿ ವಿಶ್ವೇಶ್ವರಯ್ಯ ತಾಂತ್ರಿಕ ವಿಶ್ವವಿದ್ಯಾಲಯ ಮತ್ತು ಶ್ರೀ ಶ್ರೀದೇವಿ ಚಾರಿಟಬಲ್ ಟ್ರಸ್ಟ್ ಶ್ರೀದೇವಿ ಇಂಜಿನಿಯರಿಂಗ್ ಮತ್ತು ತಾಂತ್ರಿಕ ಮಹಾವಿದ್ಯಾಲಯ ಇವರ ಸಹಯೋಗದಲ್ಲಿ ವಿಟಿಯು ಕೇಂದ್ರ ಕರ್ನಾಟಕ ವಿಭಾಗ ಖೋ-ಖೋ ಪಂದ್ಯಾವಳಿಯನ್ನು ಹಮ್ಮಿಕೊಳ್ಳಲಾಗಿದೆ. ಏ.29 ಮತ್ತು ಏ.30 ರಂದು ಕಾಲೇಜಿನಲ್ಲಿ ಏ.29 ರಂದು ಮಂಗಳವಾರ ಬೆಳಗ್ಗೆ 9 ಗಂಟೆಗೆ ಉದ್ಘಾಟನೆಯಾಗಲಿದೆ. ಕಾರ್ಯಕ್ರಮದ ಅಧ್ಯಕ್ಷತೆಯನ್ನು ಶ್ರೀದೇವಿ ಚಾರಿಟಬಲ್ ಟ್ರಸ್ಟ್‌ನ ಅಧ್ಯಕ್ಷರಾದ ಡಾ.ಎಂ.ಆರ್.ಹುಲಿನಾಯ್ಕರ್ ವಹಿಸಲಿದ್ದಾರೆ. ವಿಟಿಯು ಕೇಂದ್ರ ಕರ್ನಾಟಕ ವಿಭಾಗದ ವಿಶೇಷಾಧಿಕಾರಿ ಡಾ.ಶಿವಕುಮಾರ್ ಉದ್ಘಾಟಿಸಲಿದ್ದಾರೆ. ಕಾರ್ಯಕ್ರಮದ ಗೌರವ ಅತಿಥಿಗಳಾಗಿ ಶ್ರೀದೇವಿ ವೈದ್ಯಕೀಯ ನಿರ್ದೇಶಕ ರಾದ ಡಾ.ರಮಣ್ ಎಂ.ಹುಲಿನಾಯ್ಕರ್, ಮಾನವ ಸಂಪನ್ಮೂಲ ವಿಭಾಗದ ನಿರ್ದೇಶಕರಾದ ಎಂ.ಎಸ್.ಪಾಟೀಲ್ ಸೇರಿದಂತೆ ವಿವಿಧ ಮುಖ್ಯಸ್ಥರು ಭಾಗವಹಿಸಲಿದ್ದಾರೆ. xyxy=(1129,172,1482,298)
